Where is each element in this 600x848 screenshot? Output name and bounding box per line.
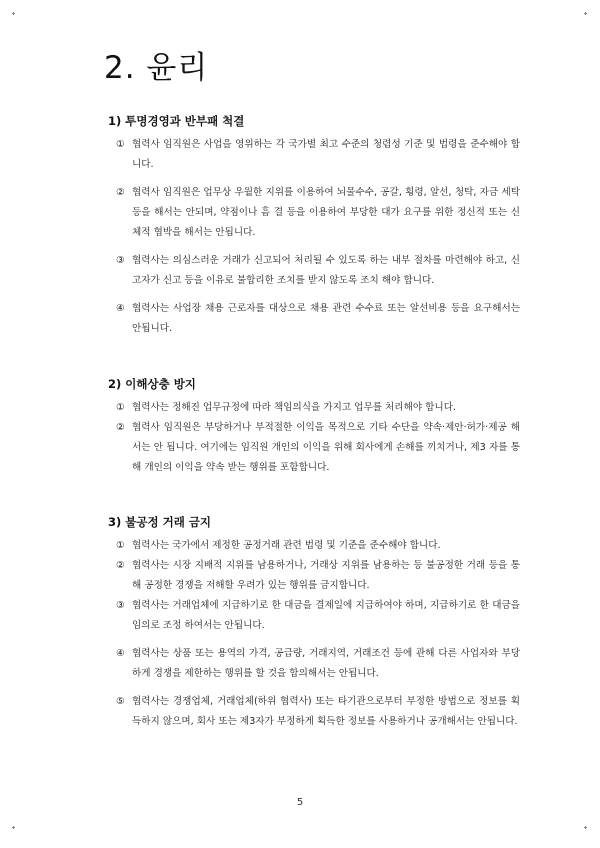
list-item — [116, 251, 520, 291]
page-heading: 2. 윤리 — [104, 50, 209, 86]
list-item — [116, 398, 520, 418]
list-item — [116, 556, 520, 596]
item-text: 협력사는 사업장 채용 근로자를 대상으로 채용 관련 수수료 또는 알선비용 등을 요구해서는 안됩니다. — [132, 303, 520, 334]
item-text: 협력사는 상품 또는 용역의 가격, 공급량, 거래지역, 거래조건 등에 관해 다른 사업자와 부당하게 경쟁을 제한하는 행위를 할 것을 합의해서는 안됩니다. — [132, 648, 520, 679]
item-text: 협력사는 경쟁업체, 거래업체(하위 협력사) 또는 타기관으로부터 부정한 방법으로 정보를 획득하지 않으며, 회사 또는 제3자가 부정하게 획득한 정보를 사용하거나 공개해서는 안됩니다. — [132, 696, 520, 727]
section-title: 1) 투명경영과 반부패 척결 — [108, 114, 245, 128]
section-unfair-trade — [108, 514, 520, 732]
item-number: ③ — [116, 600, 125, 611]
item-text: 협력사 임직원은 부당하거나 부적절한 이익을 목적으로 기타 수단을 약속·제안·허가·제공 해서는 안 됩니다. 여기에는 임직원 개인의 이익을 위해 회사에게 손해를 끼치거나, 제3 자를 통해 개인의 이익을 약속 받는 행위를 포함합니다. — [132, 422, 520, 473]
list-item — [116, 536, 520, 556]
crop-mark-top-right — [584, 12, 587, 15]
item-number: ① — [116, 139, 125, 150]
section-title: 3) 불공정 거래 금지 — [108, 515, 212, 529]
item-list — [116, 398, 520, 478]
item-number: ④ — [116, 303, 125, 314]
item-text: 협력사는 정해진 업무규정에 따라 책임의식을 가지고 업무를 처리해야 합니다. — [132, 402, 457, 413]
list-item — [116, 183, 520, 243]
crop-mark-bottom-left — [12, 826, 15, 829]
list-item — [116, 299, 520, 339]
item-number: ① — [116, 540, 125, 551]
item-text: 협력사는 시장 지배적 지위를 남용하거나, 거래상 지위를 남용하는 등 불공정한 거래 등을 통해 공정한 경쟁을 저해할 우려가 있는 행위를 금지합니다. — [132, 560, 520, 591]
section-transparency — [108, 113, 520, 339]
item-number: ② — [116, 187, 125, 198]
page-number: 5 — [296, 797, 304, 808]
item-number: ③ — [116, 255, 125, 266]
item-text: 협력사는 의심스러운 거래가 신고되어 처리될 수 있도록 하는 내부 절차를 마련해야 하고, 신고자가 신고 등을 이유로 불합리한 조치를 받지 않도록 조치 해야 합니다. — [132, 255, 520, 286]
item-text: 협력사는 거래업체에 지급하기로 한 대금을 결제일에 지급하여야 하며, 지급하기로 한 대금을 임의로 조정 하여서는 안됩니다. — [132, 600, 520, 631]
item-number: ② — [116, 422, 125, 433]
item-list — [116, 536, 520, 732]
section-title: 2) 이해상충 방지 — [108, 377, 196, 391]
item-list — [116, 135, 520, 339]
item-number: ① — [116, 402, 125, 413]
crop-mark-bottom-right — [584, 826, 587, 829]
list-item — [116, 135, 520, 175]
item-number: ⑤ — [116, 696, 125, 707]
item-number: ④ — [116, 648, 125, 659]
crop-mark-top-left — [12, 12, 15, 15]
item-text: 협력사 임직원은 사업을 영위하는 각 국가별 최고 수준의 청렴성 기준 및 법령을 준수해야 합니다. — [132, 139, 520, 170]
list-item — [116, 644, 520, 684]
section-conflict-of-interest — [108, 376, 520, 478]
item-number: ② — [116, 560, 125, 571]
item-text: 협력사는 국가에서 제정한 공정거래 관련 법령 및 기준을 준수해야 합니다. — [132, 540, 441, 551]
list-item — [116, 692, 520, 732]
item-text: 협력사 임직원은 업무상 우월한 지위를 이용하여 뇌물수수, 공갈, 횡령, 알선, 청탁, 자금 세탁 등을 해서는 안되며, 약점이나 흠 결 등을 이용하여 부당한 대가 요구를 위한 정신적 또는 신체적 협박을 해서는 안됩니다. — [132, 187, 520, 238]
list-item — [116, 418, 520, 478]
list-item — [116, 596, 520, 636]
